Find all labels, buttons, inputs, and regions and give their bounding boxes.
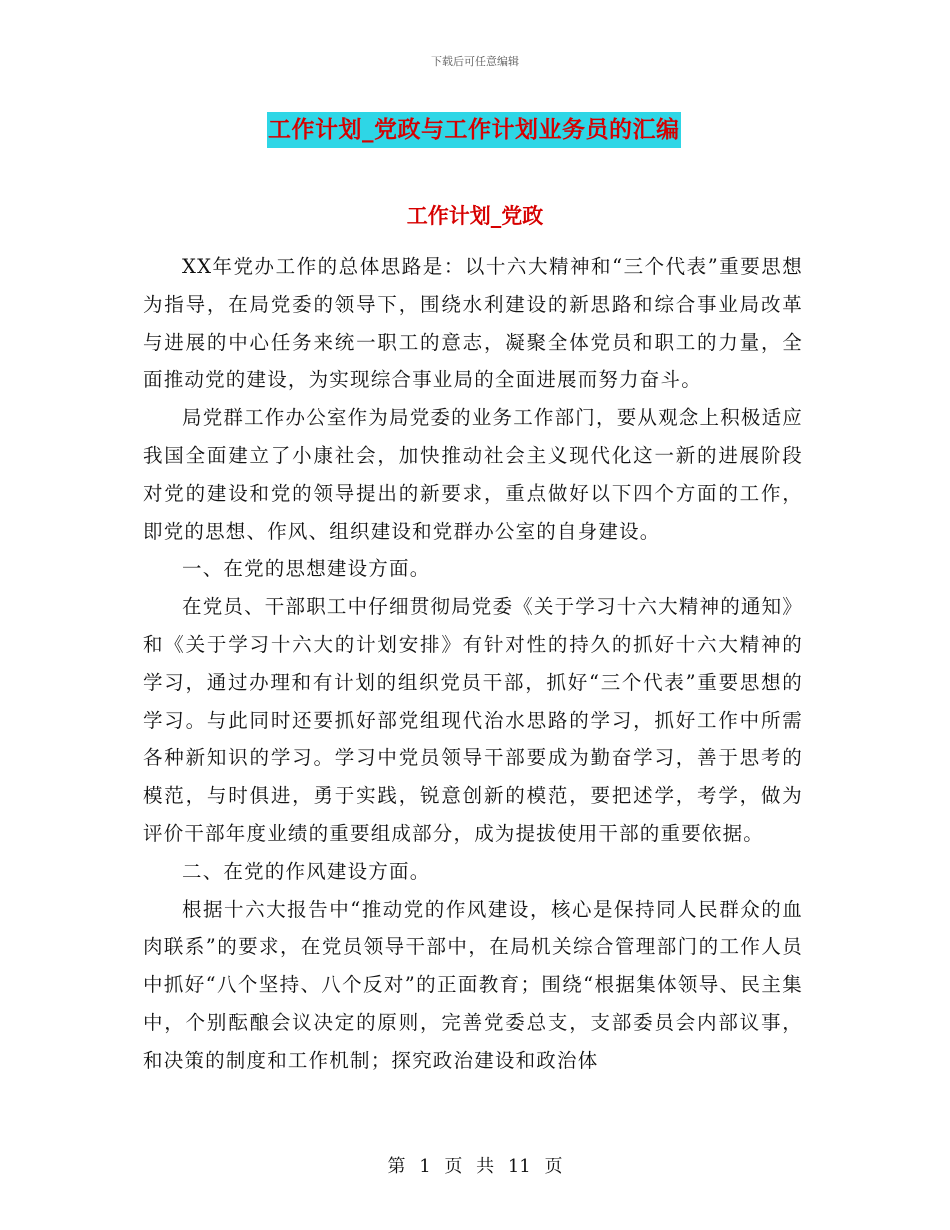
paragraph-style: 根据十六大报告中“推动党的作风建设，核心是保持同人民群众的血肉联系”的要求，在党员领导干部中，在局机关综合管理部门的工作人员中抓好“八个坚持、八个反对”的正面教育；围绕“根据集体领导、民主集中，个别酝酿会议决定的原则，完善党委总支，支部委员会内部议事，和决策的制度和工作机制；探究政治建设和政治体 — [143, 897, 803, 1072]
paragraph-ideology: 在党员、干部职工中仔细贯彻局党委《关于学习十六大精神的通知》和《关于学习十六大的计划安排》有针对性的持久的抓好十六大精神的学习，通过办理和有计划的组织党员干部，抓好“三个代表”重要思想的学习。与此同时还要抓好部党组现代治水思路的学习，抓好工作中所需各种新知识的学习。学习中党员领导干部要成为勤奋学习，善于思考的模范，与时俱进，勇于实践，锐意创新的模范，要把述学，考学，做为评价干部年度业绩的重要组成部分，成为提拔使用干部的重要依据。 — [143, 595, 804, 845]
heading-style: 二、在党的作风建设方面。 — [182, 859, 431, 883]
document-body — [143, 248, 803, 1080]
paragraph-intro: XX年党办工作的总体思路是：以十六大精神和“三个代表”重要思想为指导，在局党委的领导下，围绕水利建设的新思路和综合事业局改革与进展的中心任务来统一职工的意志，凝聚全体党员和职工的力量，全面推动党的建设，为实现综合事业局的全面进展而努力奋斗。 — [143, 255, 803, 392]
paragraph-office-role: 局党群工作办公室作为局党委的业务工作部门，要从观念上积极适应我国全面建立了小康社会，加快推动社会主义现代化这一新的进展阶段对党的建设和党的领导提出的新要求，重点做好以下四个方面的工作，即党的思想、作风、组织建设和党群办公室的自身建设。 — [143, 406, 804, 543]
section-title: 工作计划_党政 — [406, 203, 544, 228]
header-note: 下载后可任意编辑 — [431, 55, 519, 68]
heading-ideology: 一、在党的思想建设方面。 — [182, 557, 431, 581]
page-footer: 第 1 页 共 11 页 — [387, 1156, 563, 1177]
document-title: 工作计划_党政与工作计划业务员的汇编 — [267, 112, 681, 148]
